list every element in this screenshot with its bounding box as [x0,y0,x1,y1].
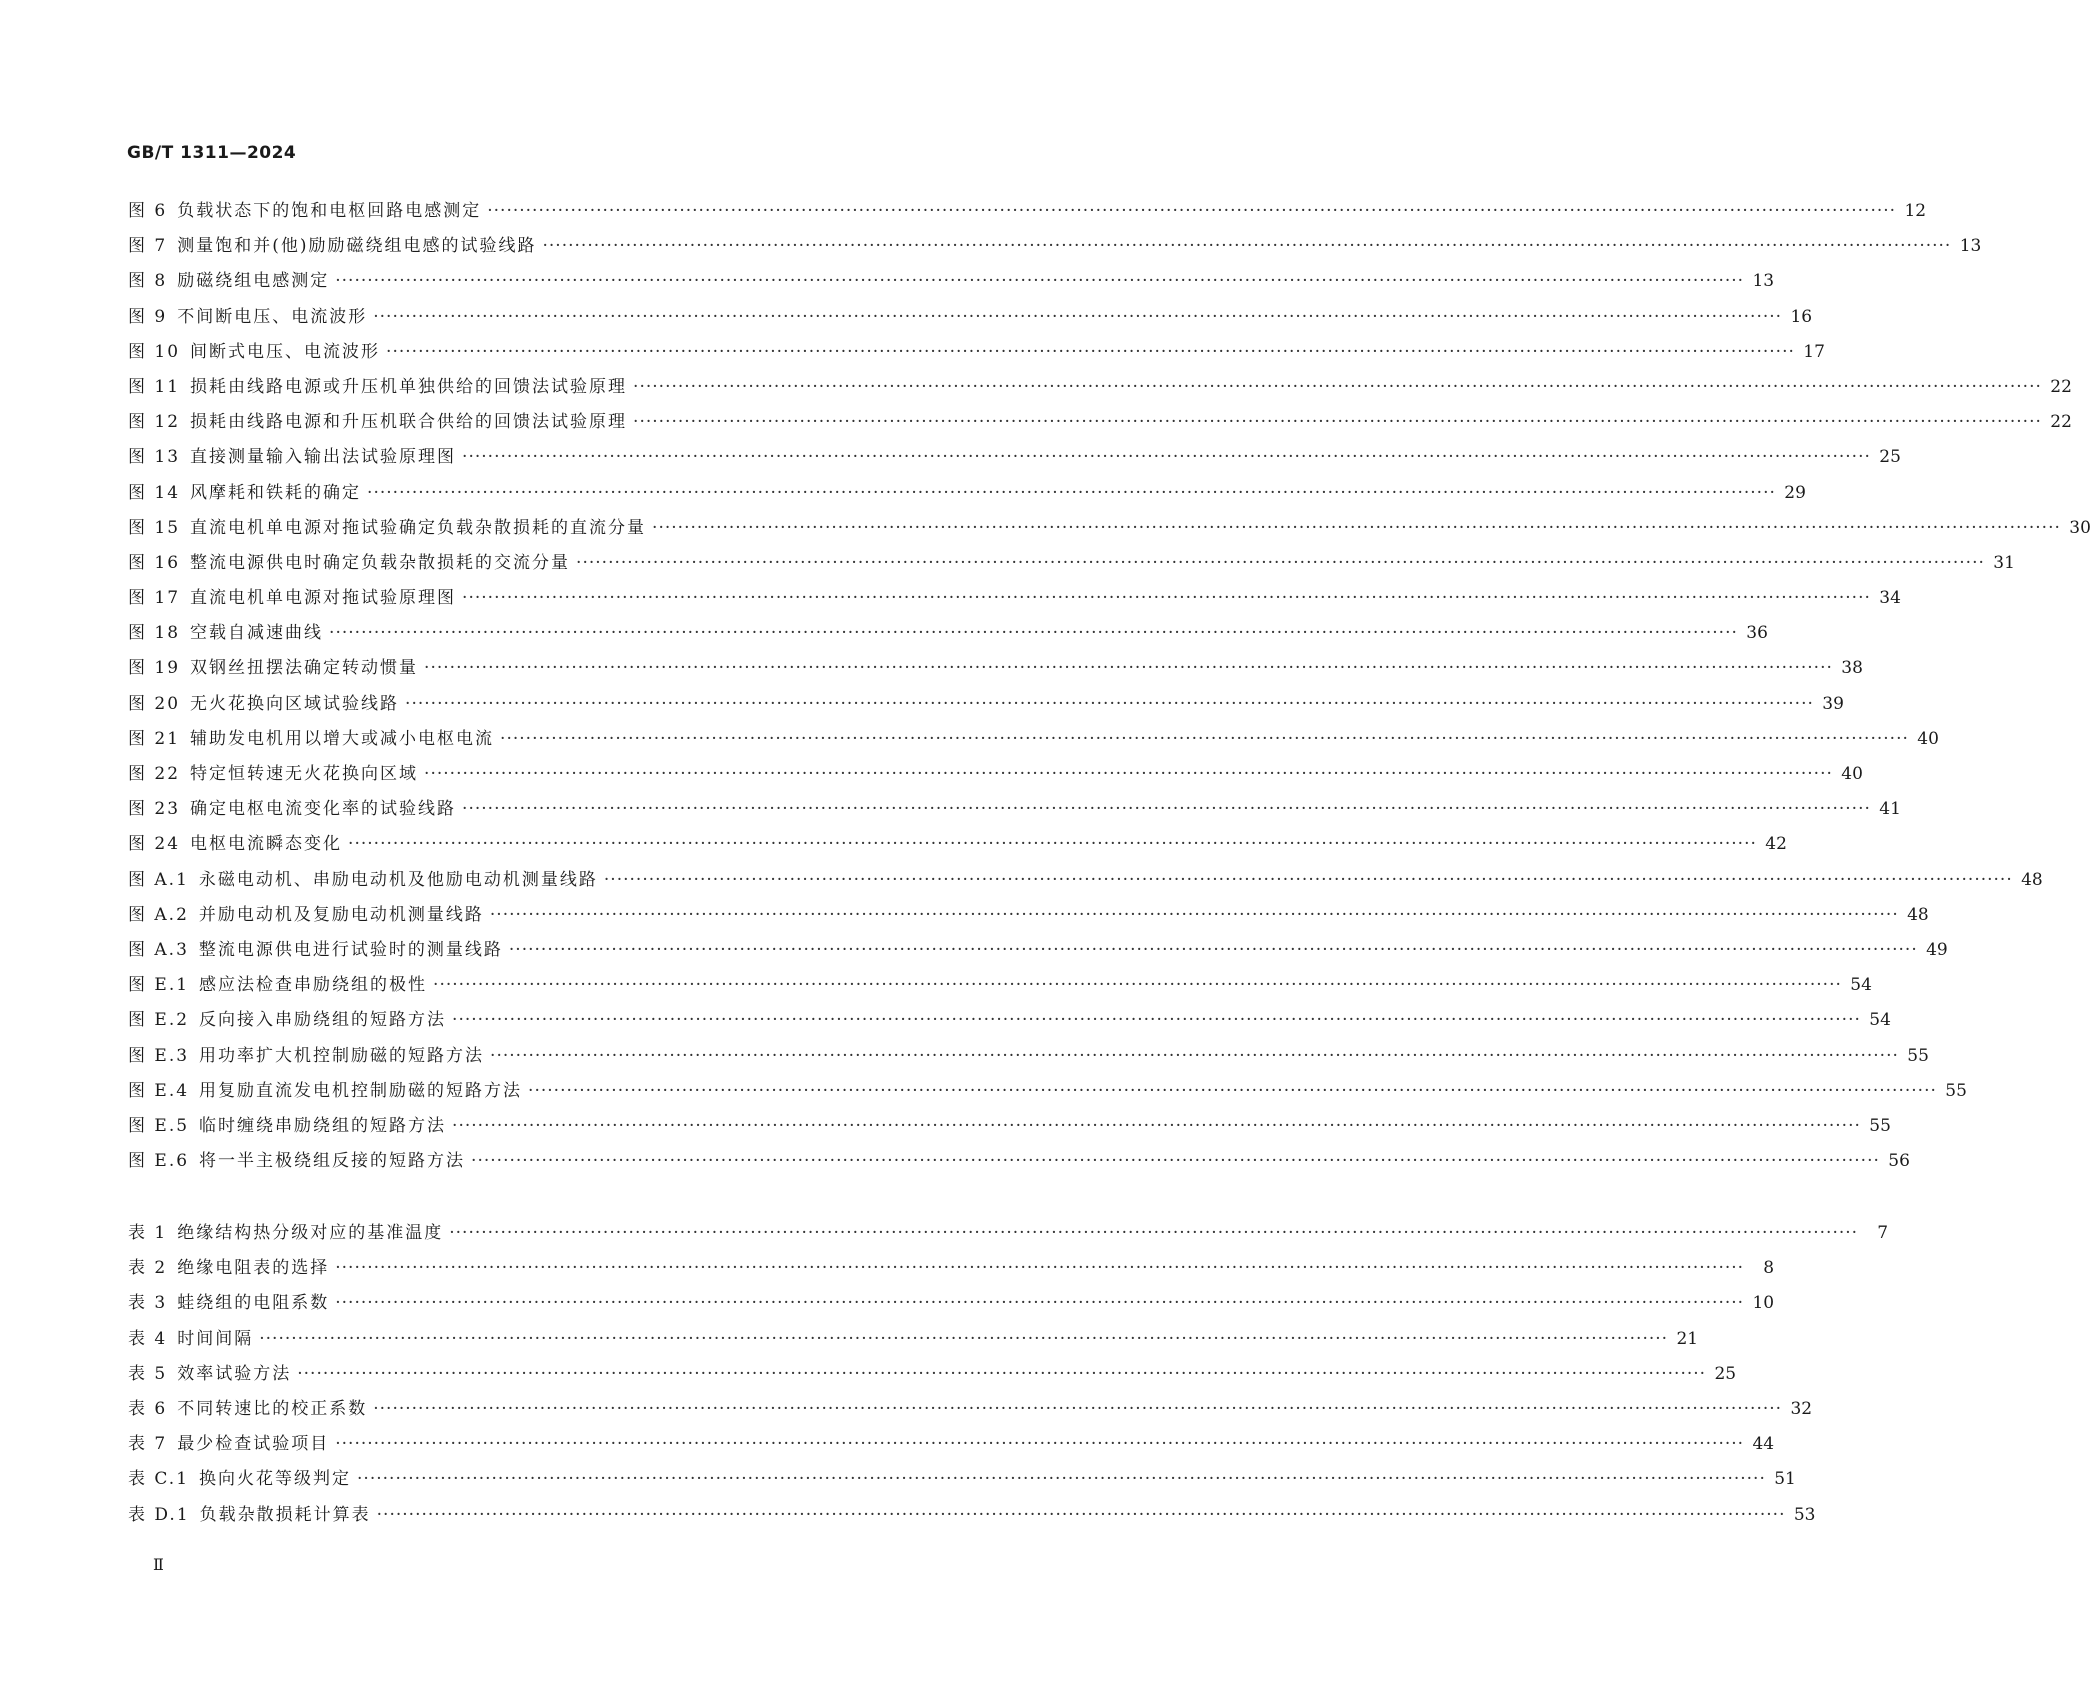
figure-entry[interactable] [128,829,1787,864]
table-page-number: 53 [1793,1504,1816,1525]
figure-title: 不间断电压、电流波形 [177,306,368,327]
figure-title: 辅助发电机用以增大或减小电枢电流 [190,728,495,749]
table-entry[interactable] [128,1253,1775,1288]
figure-title: 间断式电压、电流波形 [190,341,381,362]
dot-leader: ···························································································································································································································· [424,658,1833,679]
figure-number: 图 E.4 [128,1080,190,1101]
figure-title: 直接测量输入输出法试验原理图 [190,447,457,468]
table-page-number: 51 [1774,1469,1796,1490]
figure-title: 负载状态下的饱和电枢回路电感测定 [177,201,482,221]
dot-leader: ···························································································································································································································· [452,1115,1861,1136]
figure-page-number: 55 [1907,1045,1929,1066]
dot-leader: ···························································································································································································································· [335,1258,1745,1279]
figure-number: 图 21 [128,728,181,749]
figure-entry[interactable] [128,442,1901,477]
figure-page-number: 48 [1907,904,1929,925]
figure-entry[interactable] [128,196,1927,231]
figure-number: 图 8 [128,271,168,292]
figure-page-number: 48 [2021,869,2043,890]
dot-leader: ···························································································································································································································· [603,869,2013,890]
figure-title: 感应法检查串励绕组的极性 [199,975,428,996]
figure-number: 图 9 [128,306,168,327]
figure-title: 励磁绕组电感测定 [177,271,330,292]
figure-number: 图 19 [128,658,181,679]
figure-number: 图 A.2 [128,904,189,925]
figure-entry[interactable] [128,583,1901,618]
table-entry[interactable] [128,1464,1796,1499]
table-title: 效率试验方法 [177,1363,292,1384]
dot-leader: ···························································································································································································································· [528,1080,1937,1101]
figure-title: 用复励直流发电机控制励磁的短路方法 [199,1080,523,1101]
figure-title: 测量饱和并(他)励励磁绕组电感的试验线路 [177,236,537,257]
figure-number: 图 E.2 [128,1010,190,1031]
figure-page-number: 13 [1752,271,1775,292]
figure-entry[interactable] [128,302,1813,337]
table-number: 表 7 [128,1434,168,1455]
table-title: 不同转速比的校正系数 [177,1398,368,1419]
figure-entry[interactable] [128,337,1825,372]
figure-entry[interactable] [128,513,2091,548]
figure-title: 损耗由线路电源或升压机单独供给的回馈法试验原理 [190,376,628,397]
figure-entry[interactable] [128,1041,1929,1076]
figure-number: 图 14 [128,482,181,503]
dot-leader: ···························································································································································································································· [462,799,1871,820]
table-title: 换向火花等级判定 [199,1469,352,1490]
figure-number: 图 10 [128,341,181,362]
figure-number: 图 E.1 [128,975,190,996]
figure-title: 永磁电动机、串励电动机及他励电动机测量线路 [198,869,598,890]
table-page-number: 7 [1877,1223,1889,1243]
figure-page-number: 55 [1869,1115,1891,1136]
figure-page-number: 40 [1917,728,1939,749]
dot-leader: ···························································································································································································································· [259,1328,1669,1349]
figure-entry[interactable] [128,935,1948,970]
figure-page-number: 31 [1993,552,2015,573]
figure-entry[interactable] [128,1146,1910,1181]
figure-number: 图 E.3 [128,1045,190,1066]
dot-leader: ···························································································································································································································· [500,728,1909,749]
figure-entry[interactable] [128,618,1768,653]
figure-entry[interactable] [128,689,1844,724]
dot-leader: ···························································································································································································································· [386,341,1795,362]
table-entry[interactable] [128,1324,1699,1359]
figure-title: 电枢电流瞬态变化 [190,834,343,855]
figure-entry[interactable] [128,759,1863,794]
figure-page-number: 38 [1841,658,1863,679]
table-number: 表 D.1 [128,1504,190,1525]
figure-page-number: 12 [1904,201,1927,221]
dot-leader: ···························································································································································································································· [335,271,1745,292]
table-page-number: 25 [1714,1363,1737,1384]
figure-entry[interactable] [128,1076,1967,1111]
figure-entry[interactable] [128,372,2072,407]
dot-leader: ···························································································································································································································· [373,306,1783,327]
table-page-number: 32 [1790,1398,1813,1419]
dot-leader: ···························································································································································································································· [433,975,1842,996]
figure-entry[interactable] [128,548,2015,583]
figure-number: 图 20 [128,693,181,714]
table-title: 绝缘电阻表的选择 [177,1258,330,1279]
figure-entry[interactable] [128,794,1901,829]
figure-entry[interactable] [128,970,1872,1005]
dot-leader: ···························································································································································································································· [462,447,1871,468]
figure-title: 用功率扩大机控制励磁的短路方法 [199,1045,485,1066]
table-entry[interactable] [128,1429,1775,1464]
table-page-number: 44 [1752,1434,1775,1455]
dot-leader: ···························································································································································································································· [297,1363,1707,1384]
table-page-number: 21 [1676,1328,1699,1349]
dot-leader: ···························································································································································································································· [508,939,1918,960]
dot-leader: ···························································································································································································································· [335,1434,1745,1455]
figure-page-number: 13 [1959,236,1982,257]
figure-page-number: 49 [1926,939,1948,960]
figure-number: 图 E.5 [128,1115,190,1136]
figure-entry[interactable] [128,407,2072,442]
figure-entry[interactable] [128,653,1863,688]
figure-number: 图 A.1 [128,869,189,890]
dot-leader: ···························································································································································································································· [329,623,1738,644]
dot-leader: ···························································································································································································································· [576,552,1985,573]
table-title: 绝缘结构热分级对应的基准温度 [177,1223,444,1243]
figure-number: 图 18 [128,623,181,644]
figure-list [128,196,2091,1181]
figure-title: 特定恒转速无火花换向区域 [190,764,419,784]
dot-leader: ···························································································································································································································· [367,482,1776,503]
figure-number: 图 23 [128,799,181,820]
table-title: 最少检查试验项目 [177,1434,330,1455]
figure-page-number: 39 [1822,693,1844,714]
dot-leader: ···························································································································································································································· [357,1469,1766,1490]
figure-title: 风摩耗和铁耗的确定 [190,482,362,503]
table-entry[interactable] [128,1394,1813,1429]
figure-number: 图 13 [128,447,181,468]
figure-number: 图 15 [128,517,181,538]
figure-page-number: 54 [1869,1010,1891,1031]
table-page-number: 8 [1763,1258,1775,1279]
table-number: 表 5 [128,1363,168,1384]
figure-title: 双钢丝扭摆法确定转动惯量 [190,658,419,679]
table-number: 表 4 [128,1328,168,1349]
figure-page-number: 42 [1765,834,1787,855]
figure-number: 图 17 [128,588,181,609]
figure-number: 图 A.3 [128,939,189,960]
figure-page-number: 30 [2069,517,2091,538]
dot-leader: ···························································································································································································································· [373,1398,1783,1419]
figure-entry[interactable] [128,900,1929,935]
table-number: 表 2 [128,1258,168,1279]
figure-page-number: 56 [1888,1151,1910,1172]
figure-page-number: 54 [1850,975,1872,996]
dot-leader: ···························································································································································································································· [405,693,1814,714]
table-page-number: 10 [1752,1293,1775,1314]
figure-title: 确定电枢电流变化率的试验线路 [190,799,457,820]
dot-leader: ···························································································································································································································· [652,517,2061,538]
figure-page-number: 16 [1790,306,1813,327]
figure-entry[interactable] [128,266,1775,301]
page-number: Ⅱ [153,1555,164,1574]
figure-entry[interactable] [128,231,1982,266]
figure-title: 直流电机单电源对拖试验确定负载杂散损耗的直流分量 [190,517,647,538]
figure-title: 损耗由线路电源和升压机联合供给的回馈法试验原理 [190,412,628,433]
figure-number: 图 7 [128,236,168,257]
dot-leader: ···························································································································································································································· [462,588,1871,609]
figure-number: 图 24 [128,834,181,855]
figure-page-number: 17 [1803,341,1825,362]
figure-number: 图 16 [128,552,181,573]
table-entry[interactable] [128,1359,1737,1394]
table-number: 表 C.1 [128,1469,190,1490]
dot-leader: ···························································································································································································································· [633,376,2042,397]
figure-page-number: 55 [1945,1080,1967,1101]
dot-leader: ···························································································································································································································· [452,1010,1861,1031]
figure-title: 直流电机单电源对拖试验原理图 [190,588,457,609]
dot-leader: ···························································································································································································································· [489,904,1899,925]
table-entry[interactable] [128,1218,1889,1253]
figure-title: 将一半主极绕组反接的短路方法 [199,1151,466,1172]
dot-leader: ···························································································································································································································· [376,1504,1786,1525]
figure-page-number: 22 [2050,412,2072,433]
figure-page-number: 41 [1879,799,1901,820]
figure-title: 整流电源供电进行试验时的测量线路 [198,939,503,960]
table-title: 蛙绕组的电阻系数 [177,1293,330,1314]
figure-entry[interactable] [128,865,2043,900]
figure-page-number: 36 [1746,623,1768,644]
figure-entry[interactable] [128,1111,1891,1146]
dot-leader: ···························································································································································································································· [449,1223,1859,1243]
figure-page-number: 29 [1784,482,1806,503]
dot-leader: ···························································································································································································································· [335,1293,1745,1314]
figure-title: 临时缠绕串励绕组的短路方法 [199,1115,447,1136]
figure-number: 图 6 [128,201,168,221]
table-number: 表 3 [128,1293,168,1314]
dot-leader: ···························································································································································································································· [471,1151,1880,1172]
figure-number: 图 12 [128,412,181,433]
figure-entry[interactable] [128,478,1806,513]
figure-title: 整流电源供电时确定负载杂散损耗的交流分量 [190,552,571,573]
table-entry[interactable] [128,1500,1816,1535]
table-title: 时间间隔 [177,1328,254,1349]
figure-number: 图 22 [128,764,181,784]
dot-leader: ···························································································································································································································· [490,1045,1899,1066]
figure-page-number: 25 [1879,447,1901,468]
table-entry[interactable] [128,1288,1775,1323]
table-number: 表 1 [128,1223,168,1243]
figure-number: 图 11 [128,376,181,397]
dot-leader: ···························································································································································································································· [487,201,1897,221]
dot-leader: ···························································································································································································································· [424,764,1833,784]
figure-page-number: 22 [2050,376,2072,397]
figure-entry[interactable] [128,1005,1891,1040]
figure-title: 并励电动机及复励电动机测量线路 [198,904,484,925]
figure-title: 反向接入串励绕组的短路方法 [199,1010,447,1031]
figure-page-number: 34 [1879,588,1901,609]
dot-leader: ···························································································································································································································· [633,412,2042,433]
figure-title: 空载自减速曲线 [190,623,324,644]
table-list [128,1218,1889,1535]
figure-page-number: 40 [1841,764,1863,784]
figure-entry[interactable] [128,724,1939,759]
table-number: 表 6 [128,1398,168,1419]
figure-number: 图 E.6 [128,1151,190,1172]
dot-leader: ···························································································································································································································· [348,834,1757,855]
dot-leader: ···························································································································································································································· [542,236,1952,257]
figure-title: 无火花换向区域试验线路 [190,693,400,714]
document-code: GB/T 1311—2024 [127,143,297,163]
table-title: 负载杂散损耗计算表 [199,1504,371,1525]
